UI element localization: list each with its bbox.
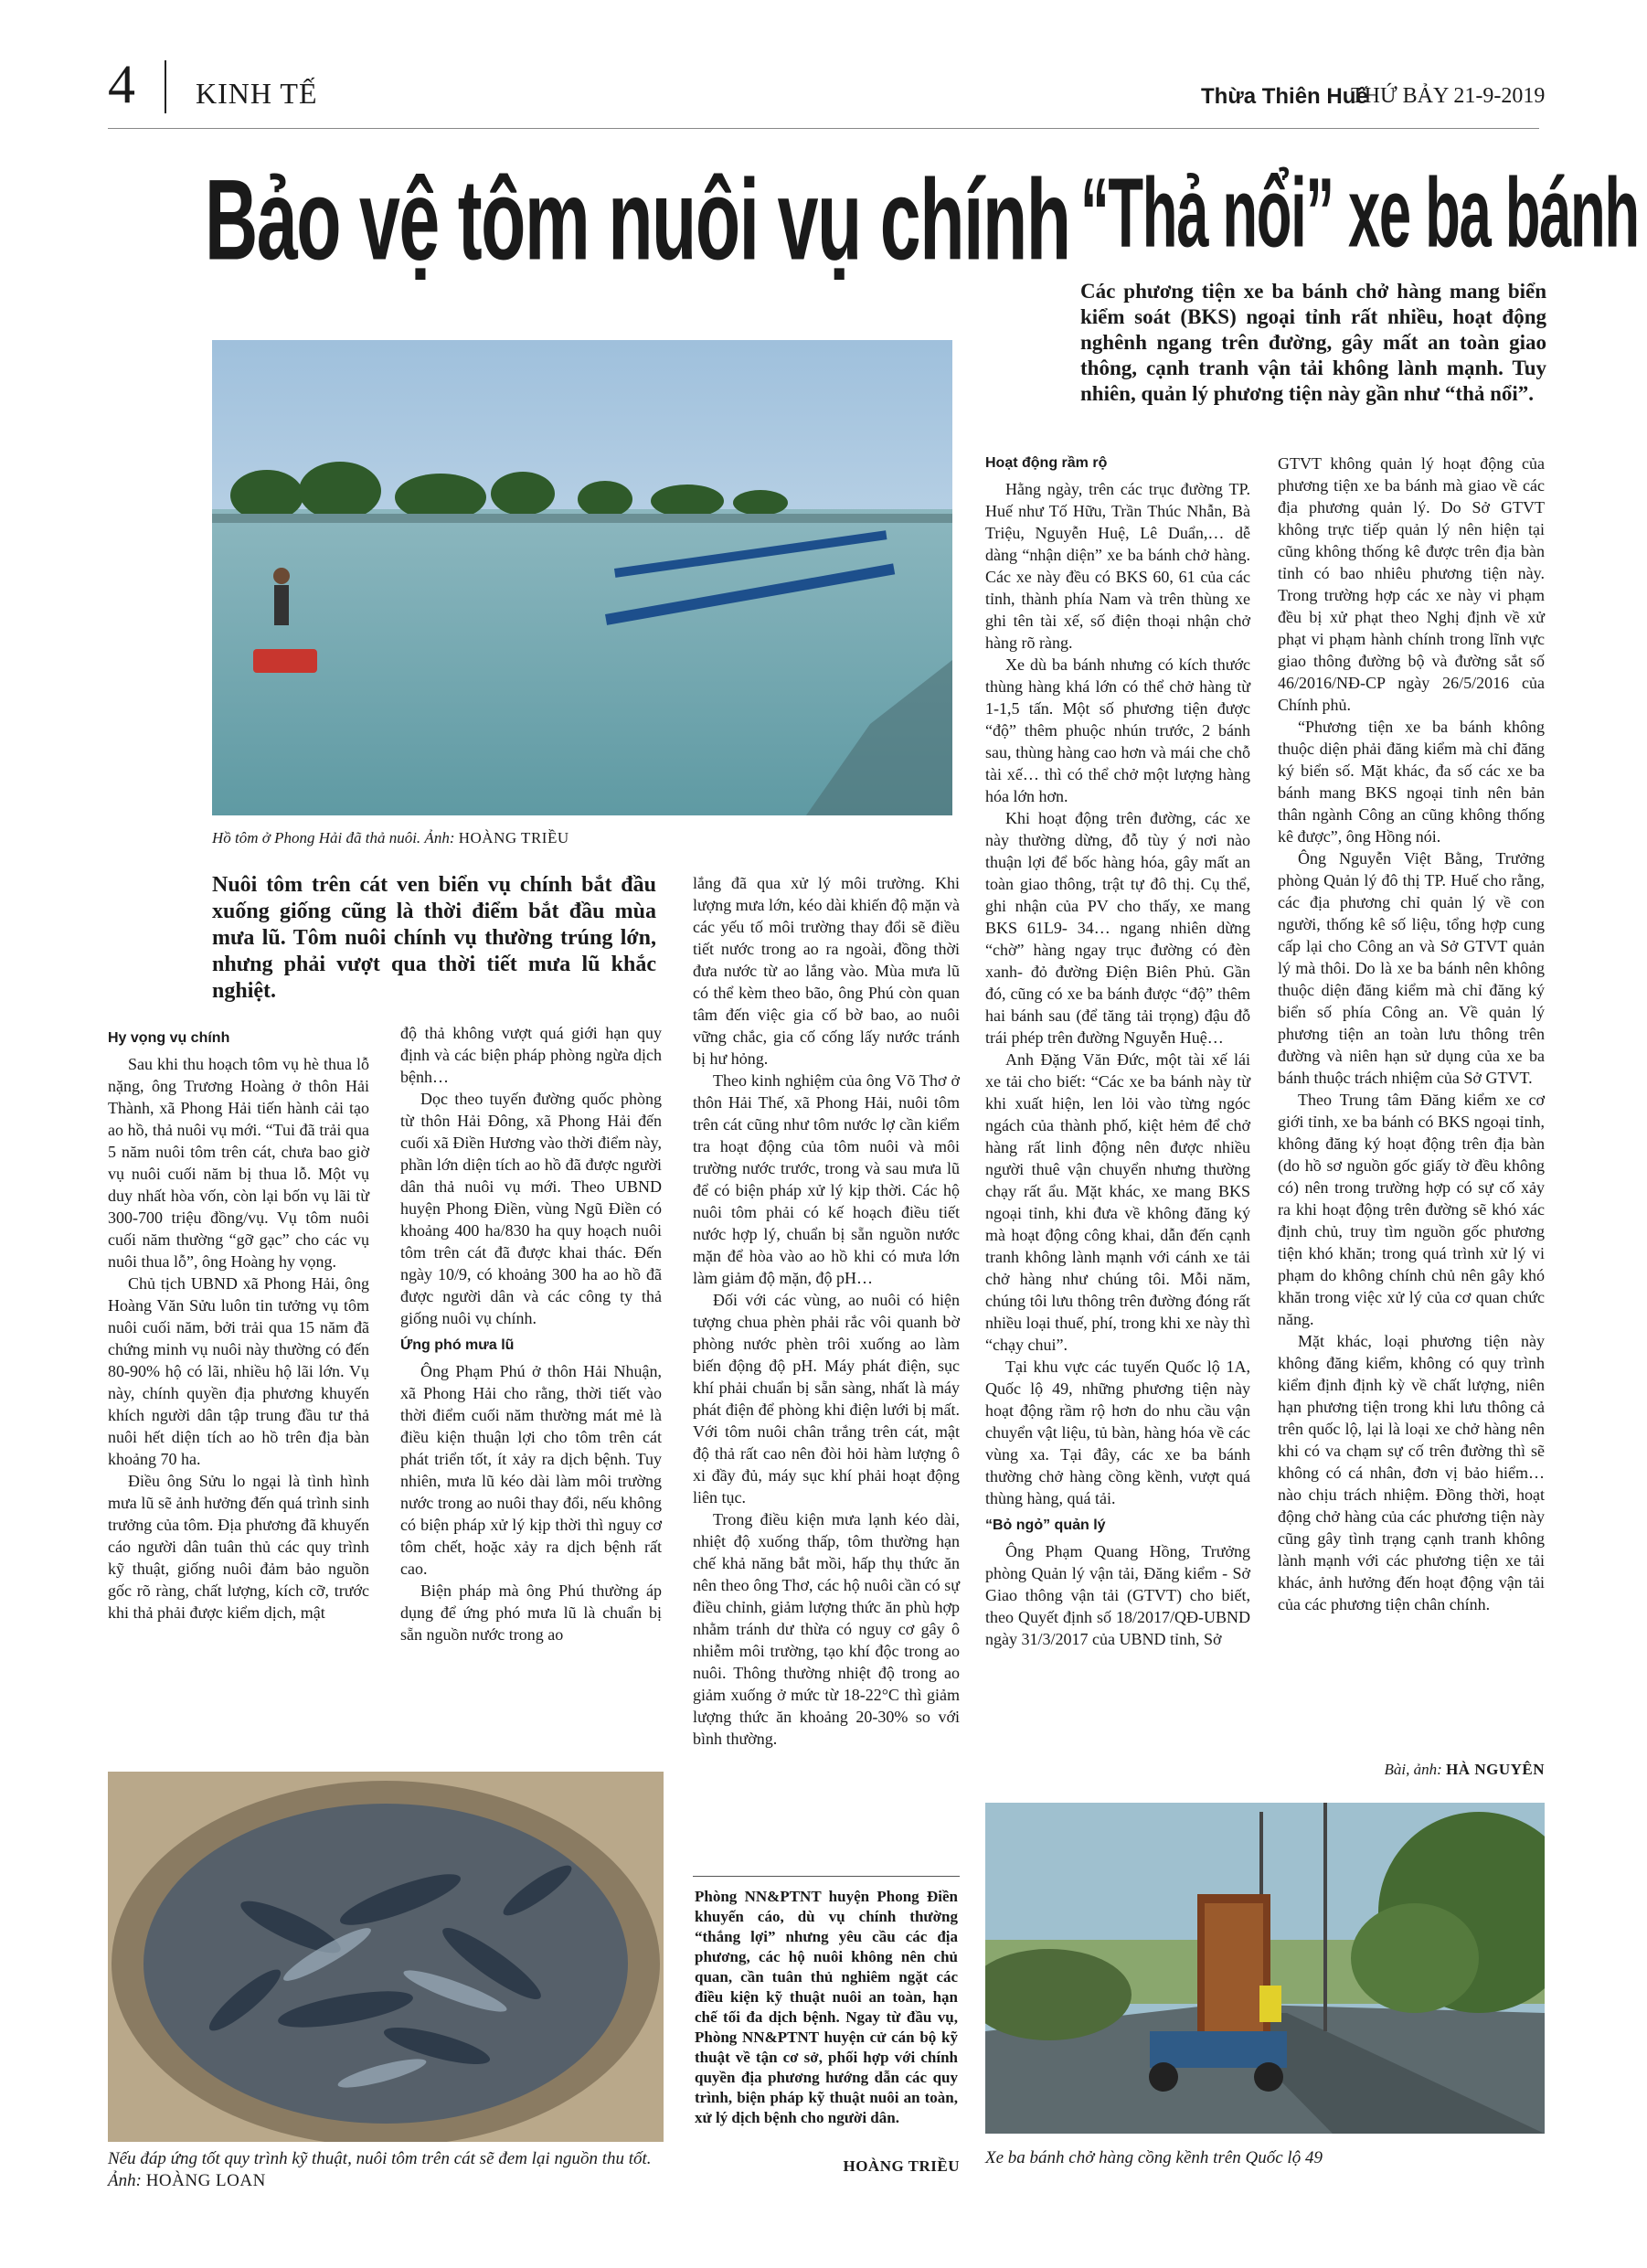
subhead-hy-vong: Hy vọng vụ chính xyxy=(108,1030,230,1046)
shrimp-pond-photo xyxy=(212,340,952,815)
paragraph: “Phương tiện xe ba bánh không thuộc diện phải đăng kiểm mà chỉ đăng ký biển số. Mặt khác, đa số các xe ba bánh mang BKS ngoại tỉnh nên bản thân ngành Công an cũng không thống kê được”, ông Hồng nói. xyxy=(1278,718,1545,846)
header-divider xyxy=(165,60,166,113)
three-wheeler-photo xyxy=(985,1803,1545,2134)
paragraph: Mặt khác, loại phương tiện này không đăng kiểm, không có quy trình kiểm định định kỳ về chất lượng, niên hạn phương tiện trong khi lưu thông cả trên quốc lộ, lại là loại xe chở hàng nên khi có va chạm sự cố trên đường thì sẽ không có cá nhân, đơn vị bảo hiểm… nào chịu trách nhiệm. Đồng thời, hoạt động chở hàng của các phương tiện này cũng gây tình trạng cạnh tranh không lành mạnh với các phương tiện xe tải khác, ảnh hưởng đến hoạt động vận tải của các phương tiện chân chính. xyxy=(1278,1332,1545,1613)
paragraph: lắng đã qua xử lý môi trường. Khi lượng mưa lớn, kéo dài khiến độ mặn và các yếu tố môi trường thay đổi sẽ điều tiết nước trong ao ra ngoài, đồng thời đưa nước từ ao lắng vào. Mùa mưa lũ có thể kèm theo bão, ông Phú còn quan tâm đến việc gia cố bờ bao, ao nuôi vững chắc, gia cố cống lấy nước tránh bị hư hỏng. xyxy=(693,874,960,1068)
byline-prefix: Bài, ảnh: xyxy=(1384,1761,1447,1778)
paragraph: Dọc theo tuyến đường quốc phòng từ thôn Hải Đông, xã Phong Hải đến cuối xã Điền Hương vào thời điểm này, phần lớn diện tích ao hồ đã được người dân thả nuôi vụ mới. Theo UBND huyện Phong Điền, vùng Ngũ Điền có khoảng 400 ha/830 ha quy hoạch nuôi tôm trên cát đã được khai thác. Đến ngày 10/9, có khoảng 300 ha ao hồ đã được người dân và các công ty thả giống nuôi vụ chính. xyxy=(400,1090,662,1327)
paragraph: Theo kinh nghiệm của ông Võ Thơ ở thôn Hải Thế, xã Phong Hải, nuôi tôm trên cát cũng như tôm nước lợ cần kiểm tra hoạt động của tôm nuôi và môi trường nước trước, trong và sau mưa lũ để có biện pháp xử lý kịp thời. Các hộ nuôi tôm phải có kế hoạch điều tiết nước hợp lý, chuẩn bị sẵn nguồn nước mặn để hòa vào ao hồ khi có mưa lớn làm giảm độ mặn, độ pH… xyxy=(693,1071,960,1287)
article1-title: Bảo vệ tôm nuôi vụ chính xyxy=(205,155,1070,284)
paragraph: GTVT không quản lý hoạt động của phương tiện xe ba bánh mà giao về các địa phương quản lý. Do Sở GTVT không trực tiếp quản lý nên hiện tại cũng không thống kê được trên địa bàn tỉnh có bao nhiêu phương tiện này. Trong trường hợp các xe này vi phạm đều bị xử phạt theo Nghị định về xử phạt vi phạm hành chính trong lĩnh vực giao thông đường bộ và đường sắt số 46/2016/NĐ-CP ngày 26/5/2016 của Chính phủ. xyxy=(1278,454,1545,714)
article1-column-1 xyxy=(108,1022,369,1624)
paragraph: Trong điều kiện mưa lạnh kéo dài, nhiệt độ xuống thấp, tôm thường hạn chế khả năng bắt mồi, hấp thụ thức ăn nên theo ông Thơ, các hộ nuôi cần có sự điều chỉnh, giảm lượng thức ăn phù hợp nhằm tránh dư thừa có nguy cơ gây ô nhiễm môi trường, tạo khí độc trong ao nuôi. Thông thường nhiệt độ trong ao giảm xuống ở mức từ 18-22°C thì giảm lượng thức ăn khoảng 20-30% so với bình thường. xyxy=(693,1510,960,1748)
article2-column-1 xyxy=(985,453,1250,1650)
paragraph: Chủ tịch UBND xã Phong Hải, ông Hoàng Văn Sửu luôn tin tưởng vụ tôm nuôi cuối năm, bởi trải qua 15 năm đã chứng minh vụ nuôi này thường có đến 80-90% hộ có lãi, nhiều hộ lãi lớn. Vụ này, chính quyền địa phương khuyến khích người dân tập trung đầu tư thả nuôi hết diện tích ao hồ trên địa bàn khoảng 70 ha. xyxy=(108,1274,369,1468)
photo2-credit: HOÀNG LOAN xyxy=(145,2171,266,2190)
article1-column-2 xyxy=(400,1022,662,1645)
paragraph: Đối với các vùng, ao nuôi có hiện tượng chua phèn phải rắc vôi quanh bờ phòng nước phèn trôi xuống ao làm biến động độ pH. Máy phát điện, sục khí phải chuẩn bị sẵn sàng, nhất là máy phát điện để phòng khi điện lưới bị mất. Với tôm nuôi chân trắng trên cát, mật độ thả rất cao nên đòi hỏi hàm lượng ô xi đầy đủ, máy sục khí phải hoạt động liên tục. xyxy=(693,1291,960,1507)
paragraph: Điều ông Sửu lo ngại là tình hình mưa lũ sẽ ảnh hưởng đến quá trình sinh trưởng của tôm. Địa phương đã khuyến cáo người dân tuân thủ các quy trình kỹ thuật, giống nuôi đảm bảo nguồn gốc rõ ràng, chất lượng, kích cỡ, trước khi thả phải được kiểm dịch, mật xyxy=(108,1472,369,1622)
header-rule xyxy=(108,128,1539,129)
article1-lead: Nuôi tôm trên cát ven biển vụ chính bắt đầu xuống giống cũng là thời điểm bắt đầu mùa mưa lũ. Tôm nuôi chính vụ thường trúng lớn, nhưng phải vượt qua thời tiết mưa lũ khắc nghiệt. xyxy=(212,873,656,1003)
subhead-hoat-dong: Hoạt động rầm rộ xyxy=(985,455,1108,471)
paragraph: độ thả không vượt quá giới hạn quy định và các biện pháp phòng ngừa dịch bệnh… xyxy=(400,1024,662,1086)
photo1-credit: HOÀNG TRIỀU xyxy=(458,829,569,847)
paragraph: Theo Trung tâm Đăng kiểm xe cơ giới tỉnh, xe ba bánh có BKS ngoại tỉnh, không đăng ký hoạt động trên địa bàn (do hồ sơ nguồn gốc giấy tờ đều không có) nên trong trường hợp có sự cố xảy ra khi hoạt động trên đường sẽ khó xác định chủ, truy tìm nguồn gốc phương tiện khó khăn; trong quá trình xử lý vi phạm do không chính chủ nên gây khó khăn trong việc xử lý của cơ quan chức năng. xyxy=(1278,1091,1545,1328)
article1-note-box: Phòng NN&PTNT huyện Phong Điền khuyến cáo, dù vụ chính thường “thắng lợi” nhưng yêu cầu các địa phương, các hộ nuôi không nên chủ quan, cần tuân thủ nghiêm ngặt các điều kiện kỹ thuật nuôi an toàn, hạn chế tối đa dịch bệnh. Ngay từ đầu vụ, Phòng NN&PTNT huyện cử cán bộ kỹ thuật về tận cơ sở, phối hợp với chính quyền địa phương hướng dẫn các quy trình, biện pháp kỹ thuật nuôi an toàn, xử lý dịch bệnh cho người dân. xyxy=(695,1888,958,2126)
subhead-bo-ngo: “Bỏ ngỏ” quản lý xyxy=(985,1517,1106,1533)
subhead-ung-pho: Ứng phó mưa lũ xyxy=(400,1337,515,1353)
section-name: KINH TẾ xyxy=(196,77,318,110)
page-number: 4 xyxy=(108,54,135,114)
article2-byline xyxy=(1278,1761,1545,1779)
paragraph: Anh Đặng Văn Đức, một tài xế lái xe tải cho biết: “Các xe ba bánh này từ khi xuất hiện, len lỏi vào từng ngóc ngách của thành phố, kiệt hẻm để chở hàng rất linh động nên được nhiều người thuê vận chuyển nhưng thường chạy rất ẩu. Mặt khác, xe mang BKS ngoại tỉnh, khi đưa về không đăng ký mà hoạt động công khai, dẫn đến cạnh tranh không lành mạnh với cánh xe tải chở hàng như chúng tôi. Mỗi năm, chúng tôi lưu thông trên đường đóng rất nhiều loại thuế, phí, trong khi xe này thì “chạy chui”. xyxy=(985,1050,1250,1354)
issue-date: THỨ BẢY 21-9-2019 xyxy=(1351,84,1546,108)
paragraph: Ông Phạm Phú ở thôn Hải Nhuận, xã Phong Hải cho rằng, thời tiết vào thời điểm cuối năm thường mát mẻ là điều kiện thuận lợi cho tôm trên cát phát triển tốt, ít xảy ra dịch bệnh. Tuy nhiên, mưa lũ kéo dài làm môi trường nước trong ao nuôi thay đổi, nếu không có biện pháp xử lý kịp thời thì nguy cơ tôm chết, hoặc xảy ra dịch bệnh rất cao. xyxy=(400,1362,662,1578)
article2-column-2 xyxy=(1278,453,1545,1615)
paragraph: Biện pháp mà ông Phú thường áp dụng để ứng phó mưa lũ là chuẩn bị sẵn nguồn nước trong ao xyxy=(400,1581,662,1644)
paragraph: Ông Phạm Quang Hồng, Trưởng phòng Quản lý vận tải, Đăng kiểm - Sở Giao thông vận tải (GTVT) cho biết, theo Quyết định số 18/2017/QĐ-UBND ngày 31/3/2017 của UBND tỉnh, Sở xyxy=(985,1542,1250,1648)
photo1-caption xyxy=(212,828,952,848)
paragraph: Khi hoạt động trên đường, các xe này thường dừng, đỗ tùy ý nơi nào thuận lợi để bốc hàng hóa, gây mất an toàn giao thông, trật tự đô thị. Cụ thể, ghi nhận của PV cho thấy, xe mang BKS 61L9- 34… ngang nhiên dừng “chờ” hàng ngay trục đường có đèn xanh- đỏ đường Điện Biên Phủ. Gần đó, cũng có xe ba bánh được “độ” thêm hai bánh sau (để tăng tải trọng) đậu đỗ trái phép trên đường Nguyễn Huệ… xyxy=(985,809,1250,1047)
article2-author: HÀ NGUYÊN xyxy=(1446,1761,1545,1778)
paragraph: Sau khi thu hoạch tôm vụ hè thua lỗ nặng, ông Trương Hoàng ở thôn Hải Thành, xã Phong Hải tiến hành cải tạo ao hồ, thả nuôi vụ mới. “Tui đã trải qua 5 năm nuôi tôm trên cát, chưa bao giờ vụ nuôi cuối năm bị thua lỗ. Một vụ duy nhất hòa vốn, còn lại bốn vụ lãi từ 300-700 triệu đồng/vụ. Vụ tôm nuôi cuối năm thường “gỡ gạc” cho các vụ nuôi thua lỗ”, ông Hoàng hy vọng. xyxy=(108,1055,369,1271)
paragraph: Xe dù ba bánh nhưng có kích thước thùng hàng khá lớn có thể chở hàng từ 1-1,5 tấn. Một số phương tiện được “độ” thêm phuộc nhún trước, 2 bánh sau, thùng hàng cao hơn và mái che chỗ tài xế… thì có thể chở một lượng hàng hóa lớn hơn. xyxy=(985,655,1250,805)
box-rule xyxy=(693,1876,960,1877)
article2-title: “Thả nổi” xe ba bánh xyxy=(1080,158,1639,269)
photo2-caption-text: Nếu đáp ứng tốt quy trình kỹ thuật, nuôi tôm trên cát sẽ đem lại nguồn thu tốt. Ảnh: xyxy=(108,2149,652,2190)
article2-lead: Các phương tiện xe ba bánh chở hàng mang biển kiểm soát (BKS) ngoại tỉnh rất nhiều, hoạt động nghênh ngang trên đường, gây mất an toàn giao thông, cạnh tranh vận tải không lành mạnh. Tuy nhiên, quản lý phương tiện này gần như “thả nổi”. xyxy=(1080,280,1546,405)
article1-author: HOÀNG TRIỀU xyxy=(843,2157,960,2175)
newspaper-name: Thừa Thiên Huế xyxy=(1201,84,1368,109)
photo2-caption xyxy=(108,2148,675,2192)
paragraph: Tại khu vực các tuyến Quốc lộ 1A, Quốc lộ 49, những phương tiện này hoạt động rầm rộ hơn do nhu cầu vận chuyển vật liệu, tủ bàn, hàng hóa về các vùng xa. Tại đây, các xe ba bánh thường chở hàng cồng kềnh, vượt quá thùng hàng, quá tải. xyxy=(985,1358,1250,1507)
paragraph: Hằng ngày, trên các trục đường TP. Huế như Tố Hữu, Trần Thúc Nhẫn, Bà Triệu, Nguyễn Huệ, Lê Duẩn,… dễ dàng “nhận diện” xe ba bánh chở hàng. Các xe này đều có BKS 60, 61 của các tỉnh, thành phía Nam và trên thùng xe ghi tên tài xế, số điện thoại nhận chở hàng rõ ràng. xyxy=(985,480,1250,652)
article1-column-3 xyxy=(693,872,960,1750)
shrimp-basket-photo xyxy=(108,1772,664,2142)
photo3-caption: Xe ba bánh chở hàng cồng kềnh trên Quốc lộ 49 xyxy=(985,2148,1323,2167)
paragraph: Ông Nguyễn Việt Bằng, Trưởng phòng Quản lý đô thị TP. Huế cho rằng, các địa phương chỉ quản lý về con người, thống kê số liệu, tổng hợp cung cấp lại cho Công an và Sở GTVT quản lý mà thôi. Do là xe ba bánh nên không thuộc diện đăng kiểm mà chỉ đăng ký biển số phía Công an. Về quản lý phương tiện an toàn lưu thông trên đường và niên hạn sử dụng của xe ba bánh thuộc trách nhiệm của Sở GTVT. xyxy=(1278,849,1545,1087)
photo1-caption-text: Hồ tôm ở Phong Hải đã thả nuôi. Ảnh: xyxy=(212,829,459,847)
